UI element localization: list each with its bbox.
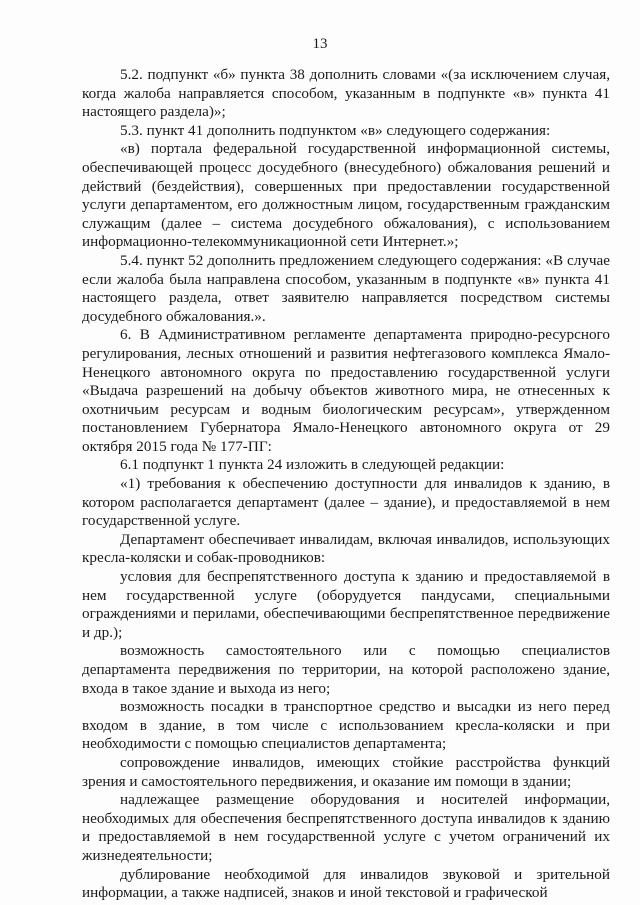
paragraph-access-conditions: условия для беспрепятственного доступа к зданию и предоставляемой в нем государственной услуге (оборудуется пандусами, специальными ограждениями и перилами, обеспечивающими беспрепятственное передвижение и др.); <box>82 568 610 641</box>
paragraph-movement-possibility: возможность самостоятельного или с помощью специалистов департамента передвижения по территории, на которой расположено здание, входа в такое здание и выхода из него; <box>82 642 610 697</box>
paragraph-5-2: 5.2. подпункт «б» пункта 38 дополнить словами «(за исключением случая, когда жалоба направляется способом, указанным в подпункте «в» пункта 41 настоящего раздела)»; <box>82 66 610 121</box>
paragraph-boarding-possibility: возможность посадки в транспортное средство и высадки из него перед входом в здание, в том числе с использованием кресла-коляски и при необходимости с помощью специалистов департамента; <box>82 698 610 753</box>
paragraph-escort: сопровождение инвалидов, имеющих стойкие расстройства функций зрения и самостоятельного передвижения, и оказание им помощи в здании; <box>82 753 610 790</box>
paragraph-department-provides: Департамент обеспечивает инвалидам, включая инвалидов, использующих кресла-коляски и собак-проводников: <box>82 530 610 567</box>
paragraph-duplication: дублирование необходимой для инвалидов звуковой и зрительной информации, а также надписей, знаков и иной текстовой и графической <box>82 865 610 902</box>
paragraph-5-3: 5.3. пункт 41 дополнить подпунктом «в» следующего содержания: <box>120 121 551 139</box>
paragraph-6: 6. В Административном регламенте департамента природно-ресурсного регулирования, лесных отношений и развития нефтегазового комплекса Ямало-Ненецкого автономного округа по предоставлению государственной услуги «Выдача разрешений на добычу объектов животного мира, не отнесенных к охотничьим ресурсам и водным биологическим ресурсам», утвержденном постановлением Губернатора Ямало-Ненецкого автономного округа от 29 октября 2015 года № 177-ПГ: <box>82 326 610 455</box>
document-body <box>82 66 610 903</box>
paragraph-5-4: 5.4. пункт 52 дополнить предложением следующего содержания: «В случае если жалоба была направлена способом, указанным в подпункте «в» пункта 41 настоящего раздела, ответ заявителю направляется посредством системы досудебного обжалования.». <box>82 251 610 325</box>
paragraph-6-1: 6.1 подпункт 1 пункта 24 изложить в следующей редакции: <box>120 456 505 474</box>
paragraph-equipment-placement: надлежащее размещение оборудования и носителей информации, необходимых для обеспечения беспрепятственного доступа инвалидов к зданию и предоставляемой в нем государственной услуге с учетом ограничений их жизнедеятельности; <box>82 791 610 864</box>
paragraph-5-3-v: «в) портала федеральной государственной информационной системы, обеспечивающей процесс досудебного (внесудебного) обжалования решений и действий (бездействия), совершенных при предоставлении государственной услуги департаментом, его должностным лицом, государственным гражданским служащим (далее – система досудебного обжалования), с использованием информационно-телекоммуникационной сети Интернет.»; <box>82 140 610 251</box>
page-number: 13 <box>312 36 328 52</box>
paragraph-6-1-1: «1) требования к обеспечению доступности для инвалидов к зданию, в котором располагается департамент (далее – здание), и предоставляемой в нем государственной услуге. <box>82 475 610 530</box>
